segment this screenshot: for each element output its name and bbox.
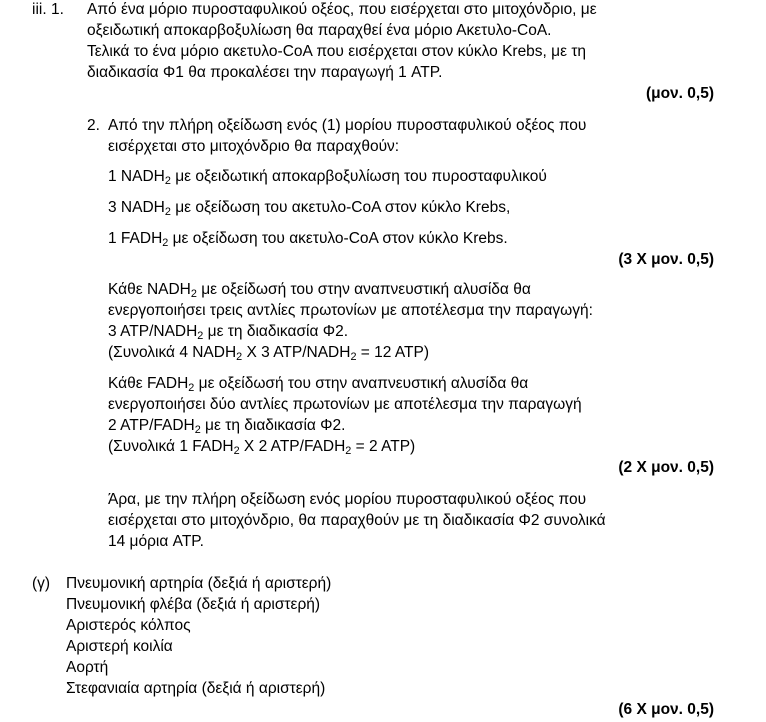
conclusion-line-1: Άρα, με την πλήρη οξείδωση ενός μορίου πυροσταφυλικού οξέος που: [108, 491, 587, 508]
gamma-item-5: Αορτή: [66, 659, 109, 676]
nadh-para-line-1: Κάθε $NADH_2$ με οξείδωσή του στην αναπνευστική αλυσίδα θα: [108, 281, 531, 300]
nadh-para-line-3: 3 ATP/$NADH_2$ με τη διαδικασία Φ2.: [108, 323, 349, 342]
nadh-product-line-2: 3 $NADH_2$ με οξείδωση του ακετυλο-CoA στον κύκλο Krebs,: [108, 199, 511, 218]
nadh-product-line-1: 1 $NADH_2$ με οξειδωτική αποκαρβοξυλίωση του πυροσταφυλικού: [108, 168, 547, 187]
item-2-score-1: (3 Χ μον. 0,5): [618, 251, 714, 268]
fadh-para-line-2: ενεργοποιήσει δύο αντλίες πρωτονίων με αποτέλεσμα την παραγωγή: [108, 396, 582, 413]
conclusion-line-2: εισέρχεται στο μιτοχόνδριο, θα παραχθούν με τη διαδικασία Φ2 συνολικά: [108, 512, 606, 529]
item-2-line-1: Από την πλήρη οξείδωση ενός (1) μορίου πυροσταφυλικού οξέος που: [108, 117, 587, 134]
fadh-product-line: 1 $FADH_2$ με οξείδωση του ακετυλο-CoA στον κύκλο Krebs.: [108, 230, 508, 249]
iii-score: (μον. 0,5): [645, 85, 714, 102]
conclusion-line-3: 14 μόρια ATP.: [108, 533, 204, 550]
iii-line-4: διαδικασία Φ1 θα προκαλέσει την παραγωγή 1 ATP.: [87, 64, 443, 81]
gamma-item-3: Αριστερός κόλπος: [66, 617, 191, 634]
iii-line-2: οξειδωτική αποκαρβοξυλίωση θα παραχθεί ένα μόριο Ακετυλο-CoA.: [87, 22, 552, 39]
item-2-marker: 2.: [87, 117, 100, 134]
gamma-item-6: Στεφανιαία αρτηρία (δεξιά ή αριστερή): [66, 680, 326, 697]
fadh-para-line-1: Κάθε $FADH_2$ με οξείδωσή του στην αναπνευστική αλυσίδα θα: [108, 375, 529, 394]
item-2-line-2: εισέρχεται στο μιτοχόνδριο θα παραχθούν:: [108, 138, 400, 155]
gamma-item-1: Πνευμονική αρτηρία (δεξιά ή αριστερή): [66, 575, 332, 592]
iii-line-1: Από ένα μόριο πυροσταφυλικού οξέος, που εισέρχεται στο μιτοχόνδριο, με: [87, 1, 597, 18]
fadh-para-line-4: (Συνολικά 1 $FADH_2$ X 2 ATP/$FADH_2 = 2$ ATP): [108, 438, 416, 457]
fadh-para-line-3: 2 ATP/$FADH_2$ με τη διαδικασία Φ2.: [108, 417, 346, 436]
item-gamma-marker: (γ): [32, 575, 51, 592]
item-iii-marker: iii. 1.: [32, 1, 64, 18]
gamma-item-4: Αριστερή κοιλία: [66, 638, 173, 655]
nadh-para-line-2: ενεργοποιήσει τρεις αντλίες πρωτονίων με αποτέλεσμα την παραγωγή:: [108, 302, 593, 319]
item-2-score-2: (2 Χ μον. 0,5): [618, 459, 714, 476]
gamma-item-2: Πνευμονική φλέβα (δεξιά ή αριστερή): [66, 596, 321, 613]
iii-line-3: Τελικά το ένα μόριο ακετυλο-CoA που εισέρχεται στον κύκλο Krebs, με τη: [87, 43, 587, 60]
gamma-score: (6 Χ μον. 0,5): [618, 701, 714, 718]
nadh-para-line-4: (Συνολικά 4 $NADH_2$ X 3 ATP/$NADH_2 = 12$ ATP): [108, 344, 429, 363]
